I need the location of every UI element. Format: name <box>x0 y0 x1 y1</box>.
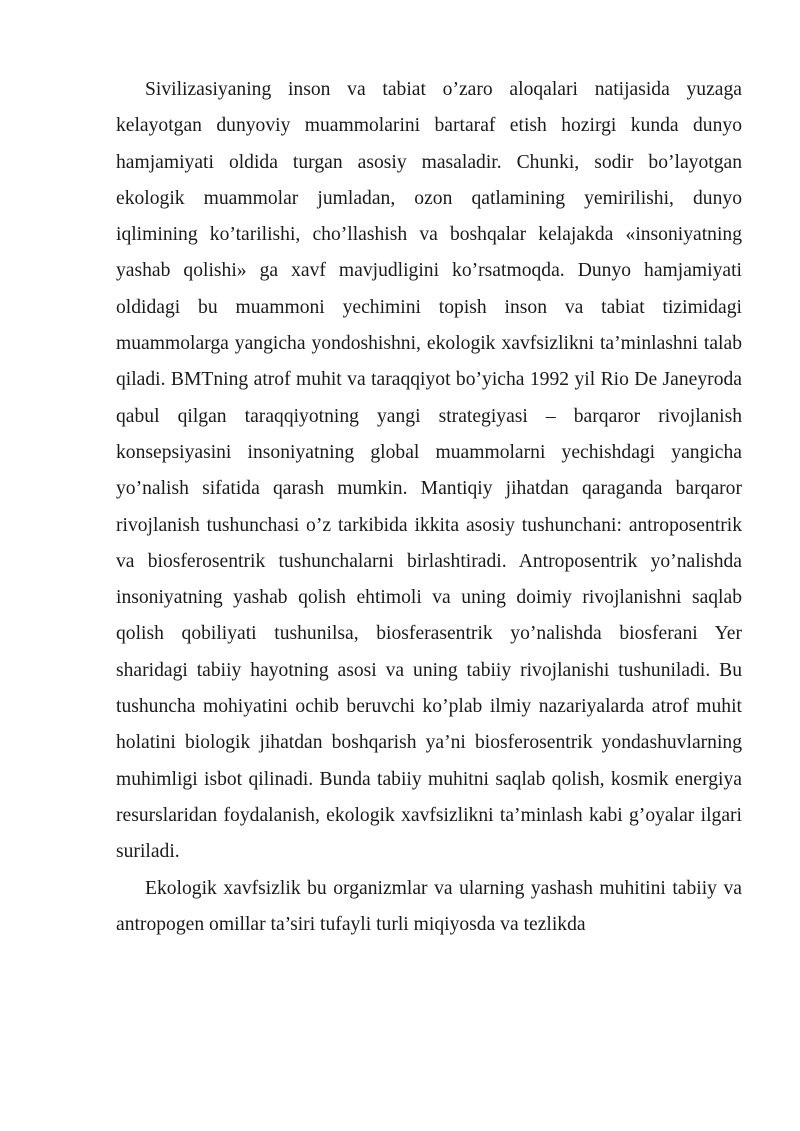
text-line: kelayotgan dunyoviy muammolarini bartaraf etish hozirgi kunda dunyo <box>116 115 742 137</box>
text-line: uning doimiy rivojlanishni saqlab qolish qobiliyati tushunilsa, <box>116 587 742 645</box>
text-line: tabiiy va antropogen omillar ta’siri tufayli turli miqiyosda va tezlikda <box>116 877 742 935</box>
text-line: ilgari suriladi. <box>116 804 742 863</box>
text-line: Sivilizasiyaning inson va tabiat o’zaro aloqalari natijasida yuzaga <box>145 79 742 100</box>
text-line: xavfsizlikni ta’minlashni talab qiladi. BMTning atrof muhit va <box>116 333 742 391</box>
text-line: asosi va uning tabiiy rivojlanishi tushuniladi. Bu tushuncha mohiyatini <box>116 659 742 718</box>
text-line: ochib beruvchi ko’plab ilmiy nazariyalarda atrof muhit holatini biologik <box>116 696 742 754</box>
text-line: insoniyatning global muammolarni yechishdagi yangicha yo’nalish <box>116 441 742 500</box>
text-line: Antroposentrik yo’nalishda insoniyatning yashab qolish ehtimoli va <box>116 550 742 609</box>
paragraph <box>116 871 742 944</box>
text-line: antroposentrik va biosferosentrik tushunchalarni birlashtiradi. <box>116 514 742 572</box>
text-line: Dunyo hamjamiyati oldidagi bu muammoni yechimini topish inson va <box>116 260 742 318</box>
paragraph <box>116 72 742 871</box>
text-line: isbot qilinadi. Bunda tabiiy muhitni saqlab qolish, kosmik energiya <box>204 768 742 790</box>
text-line: taraqqiyotning yangi strategiyasi – barqaror rivojlanish konsepsiyasini <box>116 405 742 463</box>
text-line: hamjamiyati oldida turgan asosiy masaladir. Chunki, sodir bo’layotgan <box>116 151 742 173</box>
text-line: tabiat tizimidagi muammolarga yangicha yondoshishni, ekologik <box>116 296 742 355</box>
text-line: sifatida qarash mumkin. Mantiqiy jihatdan qaraganda barqaror <box>202 478 742 500</box>
text-line: taraqqiyot bo’yicha 1992 yil Rio De Janeyroda qabul qilgan <box>116 369 742 427</box>
text-line: ekologik muammolar jumladan, ozon qatlamining yemirilishi, dunyo <box>116 187 742 209</box>
text-line: iqlimining ko’tarilishi, cho’llashish va boshqalar kelajakda <box>116 224 614 246</box>
document-page <box>116 72 742 943</box>
text-line: resurslaridan foydalanish, ekologik xavfsizlikni ta’minlash kabi g’oyalar <box>116 804 695 826</box>
text-line: jihatdan boshqarish ya’ni biosferosentrik yondashuvlarning muhimligi <box>116 732 742 790</box>
text-line: «insoniyatning yashab qolishi» ga xavf mavjudligini ko’rsatmoqda. <box>116 224 742 282</box>
text-line: biosferasentrik yo’nalishda biosferani Yer sharidagi tabiiy hayotning <box>116 623 742 681</box>
text-line: rivojlanish tushunchasi o’z tarkibida ikkita asosiy tushunchani: <box>116 514 622 536</box>
text-line: Ekologik xavfsizlik bu organizmlar va ularning yashash muhitini <box>145 877 666 899</box>
